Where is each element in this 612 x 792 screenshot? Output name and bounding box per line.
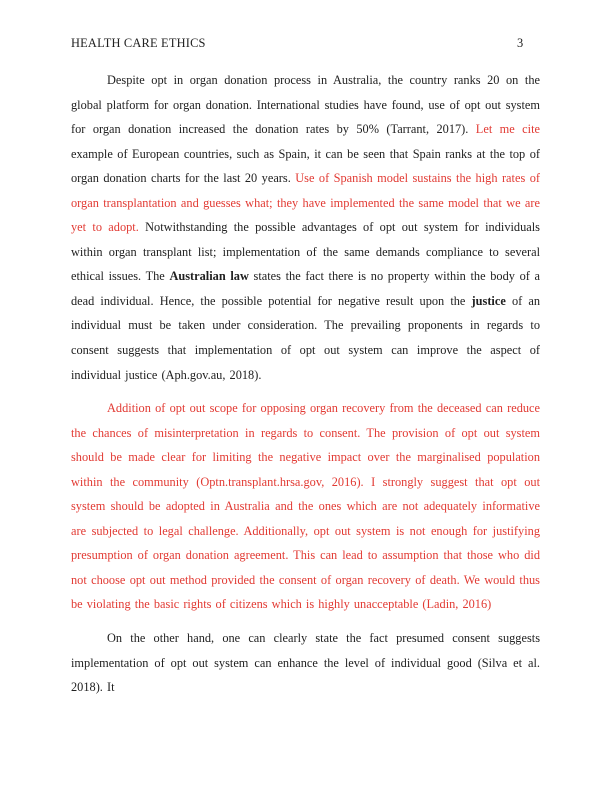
inserted-text-run: Let me cite [475,122,540,137]
text-run: example of European countries, such as Spain, it can be seen that Spain ranks at the top of organ donation charts for the last 20 years. [71,146,540,186]
paragraph-3 [71,626,540,700]
text-run: states the fact there is no property within the body of a dead individual. Hence, the possible potential for negative result upon the [71,269,541,308]
text-run: Notwithstanding the possible advantages of opt out system for individuals within organ transplant list; implementation of the same demands compliance to several ethical issues. The [71,220,540,284]
page-number: 3 [517,36,524,50]
text-run: Despite opt in organ donation process in Australia, the country ranks 20 on the global platform for organ donation. International studies have found, use of opt out system for organ donation increased the donation rates by 50% (Tarrant, 2017). [71,73,540,137]
document-body [71,68,540,709]
paragraph-2 [71,396,540,617]
paragraph-1 [71,68,540,387]
inserted-text-run: Use of Spanish model sustains the high rates of organ transplantation and guesses what; they have implemented the same model that we are yet to adopt. [71,171,540,235]
text-run: On the other hand, one can clearly state the fact presumed consent suggests implementation of opt out system can enhance the level of individual good (Silva et al. 2018). It [71,631,540,695]
bold-text-run: justice [471,293,506,308]
text-run: of an individual must be taken under consideration. The prevailing proponents in regards to consent suggests that implementation of opt out system can improve the aspect of individual justice (Aph.gov.au, 2018). [71,293,541,382]
running-head: HEALTH CARE ETHICS [71,36,206,50]
inserted-text-run: Addition of opt out scope for opposing organ recovery from the deceased can reduce the chances of misinterpretation in regards to consent. The provision of opt out system should be made clear for limiting the negative impact over the marginalised population within the community (Optn.transplant.hrsa.gov, 2016). I strongly suggest that opt out system should be adopted in Australia and the ones which are not adequately informative are subjected to legal challenge. Additionally, opt out system is not enough for justifying presumption of organ donation agreement. This can lead to assumption that those who did not choose opt out method provided the consent of organ recovery of death. We would thus be violating the basic rights of citizens which is highly unacceptable (Ladin, 2016) [71,401,540,612]
bold-text-run: Australian law [169,269,249,284]
